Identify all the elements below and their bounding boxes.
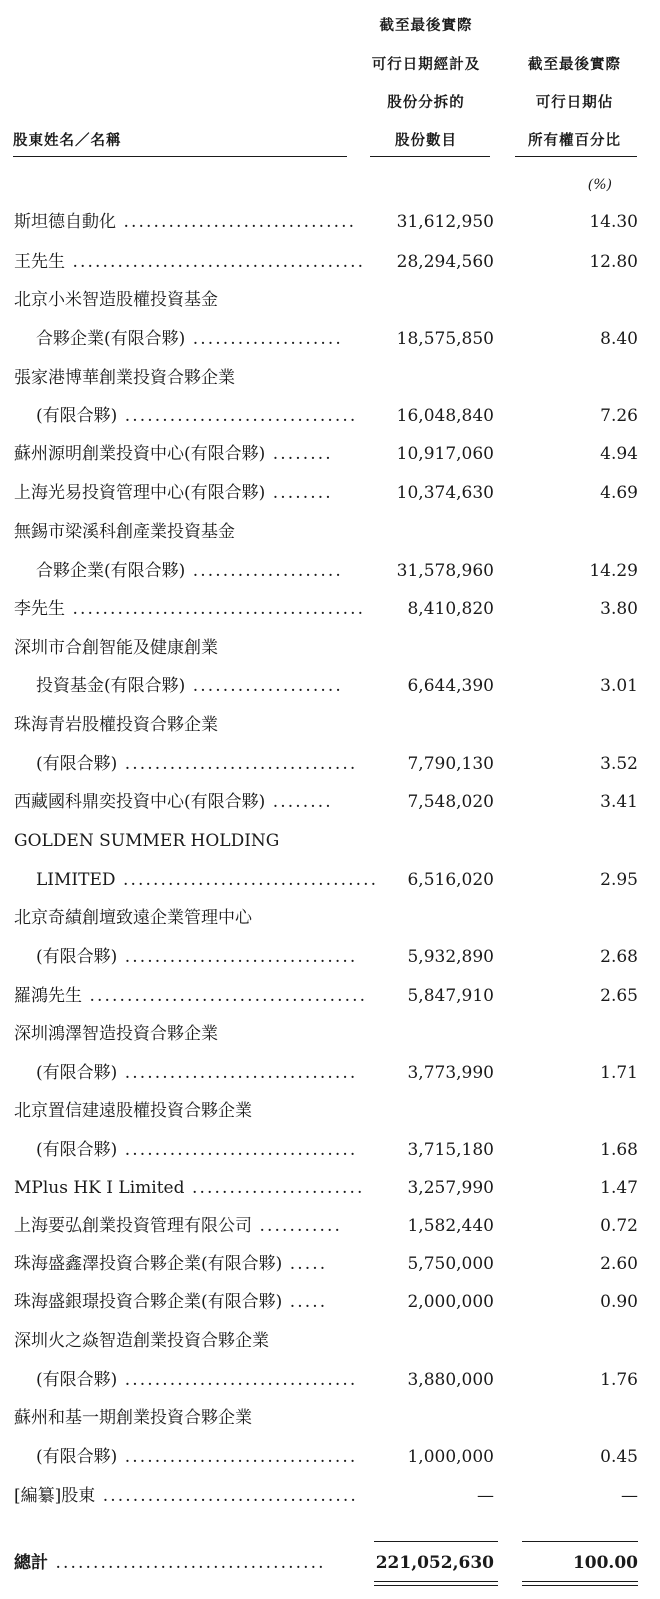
shareholder-name-text: 上海光易投資管理中心(有限合夥): [14, 483, 266, 503]
shares-value: 5,932,890: [407, 947, 494, 967]
shares-value: 8,410,820: [407, 599, 494, 619]
header-pct-line-2: 可行日期佔: [535, 94, 614, 111]
shares-value: —: [477, 1486, 494, 1506]
shareholder-name-text: LIMITED: [36, 870, 116, 890]
shareholder-name-text: 珠海盛鑫澤投資合夥企業(有限合夥): [14, 1254, 283, 1274]
header-rule-name: [13, 156, 347, 157]
ownership-pct-value: 14.29: [589, 561, 638, 581]
shares-value: 10,917,060: [396, 444, 494, 464]
ownership-pct-value: —: [621, 1486, 638, 1506]
shareholder-name-text: 羅鴻先生: [14, 986, 82, 1006]
shareholder-name: [14, 519, 350, 545]
shareholder-name: [36, 558, 350, 584]
table-row: [0, 1289, 660, 1315]
shareholder-name-text: 蘇州源明創業投資中心(有限合夥): [14, 444, 266, 464]
shareholder-name: [36, 326, 350, 352]
shares-value: 7,790,130: [407, 754, 494, 774]
table-row: [0, 480, 660, 506]
leader-dots: ...........: [252, 1216, 343, 1236]
shares-value: 31,578,960: [396, 561, 494, 581]
shareholder-name-text: 北京奇績創壇致遠企業管理中心: [14, 908, 252, 928]
table-row: [0, 867, 660, 893]
shares-value: 16,048,840: [396, 406, 494, 426]
table-row: [0, 1405, 660, 1431]
shareholder-name: [14, 480, 350, 506]
leader-dots: ...............................: [117, 754, 358, 774]
shares-value: 2,000,000: [407, 1292, 494, 1312]
table-row: [0, 828, 660, 854]
table-row: [0, 326, 660, 352]
ownership-pct-value: 14.30: [589, 212, 638, 232]
shareholder-name-text: (有限合夥): [36, 1370, 118, 1390]
shareholder-name-text: 深圳市合創智能及健康創業: [14, 638, 218, 658]
shareholder-name: [14, 1021, 350, 1047]
shareholder-name: [14, 1483, 358, 1509]
shareholder-name-text: [編纂]股東: [14, 1486, 96, 1506]
ownership-pct-value: 4.94: [600, 444, 638, 464]
header-shares-line-2: 可行日期經計及: [371, 56, 481, 73]
total-label-text: 總計: [14, 1553, 48, 1573]
subtotal-rule-shares: [374, 1541, 498, 1542]
table-row: [0, 1175, 660, 1201]
shareholder-name: [14, 635, 350, 661]
total-row: [0, 1550, 660, 1576]
shareholder-name: [14, 983, 368, 1009]
shares-value: 6,516,020: [407, 870, 494, 890]
ownership-pct-value: 2.68: [600, 947, 638, 967]
table-row: [0, 365, 660, 391]
shareholder-name-text: 西藏國科鼎奕投資中心(有限合夥): [14, 792, 266, 812]
header-shares-line-3: 股份分拆的: [387, 94, 465, 111]
leader-dots: ...............................: [117, 1140, 358, 1160]
shareholder-name: [14, 1251, 350, 1277]
total-pct-value: 100.00: [572, 1553, 638, 1573]
table-row: [0, 1328, 660, 1354]
table-row: [0, 1213, 660, 1239]
shareholder-name-text: (有限合夥): [36, 1447, 118, 1467]
leader-dots: ...............................: [117, 1447, 358, 1467]
ownership-pct-value: 0.45: [600, 1447, 638, 1467]
shares-value: 3,257,990: [407, 1178, 494, 1198]
shareholder-name-text: 蘇州和基一期創業投資合夥企業: [14, 1408, 252, 1428]
ownership-pct-value: 3.52: [600, 754, 638, 774]
leader-dots: ....................: [185, 329, 343, 349]
shareholder-name: [36, 673, 350, 699]
shareholder-name: [14, 209, 357, 235]
shareholder-name: [14, 1328, 350, 1354]
table-row: [0, 635, 660, 661]
shareholder-name-text: MPlus HK I Limited: [14, 1178, 185, 1198]
table-row: [0, 712, 660, 738]
shareholder-name-text: (有限合夥): [36, 754, 118, 774]
shares-value: 6,644,390: [407, 676, 494, 696]
shareholder-name-text: 珠海青岩股權投資合夥企業: [14, 715, 218, 735]
ownership-pct-value: 0.90: [600, 1292, 638, 1312]
shareholder-name: [36, 1444, 358, 1470]
shares-value: 3,880,000: [407, 1370, 494, 1390]
shareholder-name: [36, 751, 358, 777]
table-row: [0, 558, 660, 584]
subtotal-rule-pct: [522, 1541, 638, 1542]
shareholder-name: [14, 712, 350, 738]
total-label: [14, 1550, 350, 1576]
shareholder-name: [14, 1405, 350, 1431]
shares-value: 3,773,990: [407, 1063, 494, 1083]
table-row: [0, 441, 660, 467]
ownership-pct-value: 7.26: [600, 406, 638, 426]
table-row: [0, 944, 660, 970]
shareholder-name: [36, 403, 358, 429]
leader-dots: .......................................: [65, 599, 366, 619]
shareholder-name: [14, 828, 350, 854]
header-rule-shares: [370, 156, 490, 157]
shares-value: 1,582,440: [407, 1216, 494, 1236]
shareholder-name-text: 珠海盛銀璟投資合夥企業(有限合夥): [14, 1292, 283, 1312]
total-double-rule-shares-1: [374, 1581, 498, 1582]
table-row: [0, 1444, 660, 1470]
leader-dots: ...............................: [116, 212, 357, 232]
ownership-pct-value: 2.95: [600, 870, 638, 890]
leader-dots: ...............................: [117, 406, 358, 426]
shareholder-name: [14, 905, 350, 931]
shareholder-name: [14, 1175, 365, 1201]
table-row: [0, 209, 660, 235]
table-row: [0, 403, 660, 429]
leader-dots: ..................................: [115, 870, 379, 890]
shareholder-name-text: 張家港博華創業投資合夥企業: [14, 368, 235, 388]
shareholder-name: [14, 441, 350, 467]
shareholder-name-text: 上海要弘創業投資管理有限公司: [14, 1216, 252, 1236]
leader-dots: ........: [265, 792, 333, 812]
total-double-rule-pct-2: [522, 1585, 638, 1586]
ownership-pct-value: 1.47: [600, 1178, 638, 1198]
table-row: [0, 1098, 660, 1124]
shares-value: 18,575,850: [396, 329, 494, 349]
ownership-pct-value: 0.72: [600, 1216, 638, 1236]
shareholder-name: [36, 1060, 358, 1086]
ownership-pct-value: 1.71: [600, 1063, 638, 1083]
leader-dots: .....................................: [82, 986, 368, 1006]
shareholder-name-text: 投資基金(有限合夥): [36, 676, 186, 696]
leader-dots: ...............................: [117, 1063, 358, 1083]
shareholder-name: [36, 944, 358, 970]
shareholder-name: [36, 1367, 358, 1393]
leader-dots: .......................................: [65, 252, 366, 272]
ownership-pct-value: 12.80: [589, 252, 638, 272]
header-rule-pct: [515, 156, 637, 157]
shareholder-name-text: 合夥企業(有限合夥): [36, 329, 186, 349]
header-pct-line-1: 截至最後實際: [528, 56, 621, 73]
table-row: [0, 1483, 660, 1509]
table-row: [0, 1137, 660, 1163]
shareholder-name-text: 深圳火之焱智造創業投資合夥企業: [14, 1331, 269, 1351]
shares-value: 5,847,910: [407, 986, 494, 1006]
shareholder-name: [36, 867, 379, 893]
shareholder-name-text: (有限合夥): [36, 1063, 118, 1083]
ownership-pct-value: 3.01: [600, 676, 638, 696]
shares-value: 31,612,950: [396, 212, 494, 232]
shareholder-name-text: (有限合夥): [36, 1140, 118, 1160]
ownership-pct-value: 4.69: [600, 483, 638, 503]
ownership-pct-value: 2.65: [600, 986, 638, 1006]
shareholder-name-text: 合夥企業(有限合夥): [36, 561, 186, 581]
leader-dots: ........: [265, 444, 333, 464]
shareholder-name: [14, 287, 350, 313]
shares-value: 28,294,560: [396, 252, 494, 272]
ownership-pct-value: 3.80: [600, 599, 638, 619]
table-row: [0, 287, 660, 313]
shareholder-name: [14, 1289, 350, 1315]
total-shares-value: 221,052,630: [375, 1553, 494, 1573]
shareholder-name-text: 無錫市梁溪科創產業投資基金: [14, 522, 235, 542]
leader-dots: ...............................: [117, 947, 358, 967]
leader-dots: .....: [282, 1292, 328, 1312]
total-double-rule-pct-1: [522, 1581, 638, 1582]
table-row: [0, 249, 660, 275]
shareholder-name-text: (有限合夥): [36, 406, 118, 426]
ownership-pct-value: 8.40: [600, 329, 638, 349]
ownership-pct-value: 1.68: [600, 1140, 638, 1160]
shareholder-name-text: 王先生: [14, 252, 65, 272]
table-row: [0, 983, 660, 1009]
shares-value: 1,000,000: [407, 1447, 494, 1467]
leader-dots: ....................: [185, 561, 343, 581]
shares-value: 3,715,180: [407, 1140, 494, 1160]
table-row: [0, 1251, 660, 1277]
leader-dots: .......................: [184, 1178, 365, 1198]
total-double-rule-shares-2: [374, 1585, 498, 1586]
leader-dots: ....................................: [48, 1553, 326, 1573]
shares-value: 7,548,020: [407, 792, 494, 812]
shareholder-name: [14, 1098, 350, 1124]
shareholder-name: [14, 365, 350, 391]
shareholder-name: [36, 1137, 358, 1163]
ownership-pct-value: 3.41: [600, 792, 638, 812]
shareholder-name-text: (有限合夥): [36, 947, 118, 967]
shareholder-name-text: 北京小米智造股權投資基金: [14, 290, 218, 310]
pct-unit-label: (%): [587, 177, 612, 193]
shares-value: 5,750,000: [407, 1254, 494, 1274]
leader-dots: ........: [265, 483, 333, 503]
table-row: [0, 519, 660, 545]
table-row: [0, 1060, 660, 1086]
table-row: [0, 673, 660, 699]
ownership-pct-value: 1.76: [600, 1370, 638, 1390]
shareholder-name-text: 北京置信建遠股權投資合夥企業: [14, 1101, 252, 1121]
table-row: [0, 1021, 660, 1047]
table-row: [0, 751, 660, 777]
shareholder-name: [14, 789, 350, 815]
shareholder-name: [14, 1213, 350, 1239]
header-pct-line-3: 所有權百分比: [528, 132, 621, 149]
ownership-pct-value: 2.60: [600, 1254, 638, 1274]
leader-dots: ..................................: [95, 1486, 358, 1506]
leader-dots: ...............................: [117, 1370, 358, 1390]
table-row: [0, 905, 660, 931]
table-row: [0, 596, 660, 622]
header-shares-line-4: 股份數目: [395, 132, 457, 149]
shareholder-name: [14, 596, 366, 622]
leader-dots: ....................: [185, 676, 343, 696]
shareholder-name-text: GOLDEN SUMMER HOLDING: [14, 831, 280, 851]
table-row: [0, 1367, 660, 1393]
shares-value: 10,374,630: [396, 483, 494, 503]
shareholder-name-text: 斯坦德自動化: [14, 212, 116, 232]
shareholder-name-text: 深圳鴻澤智造投資合夥企業: [14, 1024, 218, 1044]
shareholder-name: [14, 249, 366, 275]
header-shareholder-name: 股東姓名／名稱: [13, 132, 122, 149]
leader-dots: .....: [282, 1254, 328, 1274]
shareholder-name-text: 李先生: [14, 599, 65, 619]
table-row: [0, 789, 660, 815]
header-shares-line-1: 截至最後實際: [379, 17, 473, 34]
